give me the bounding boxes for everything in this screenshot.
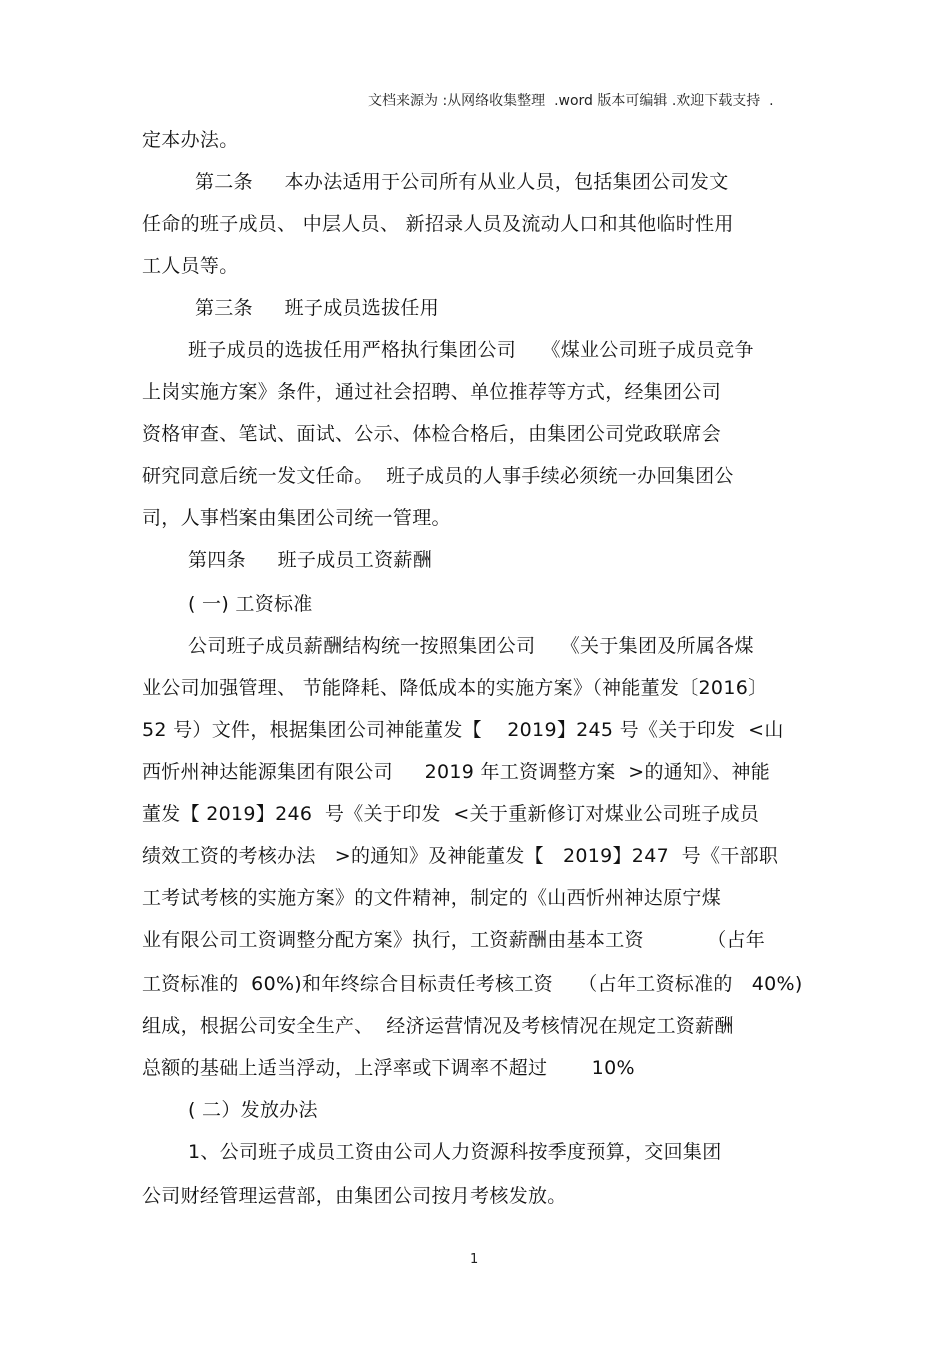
text-line-11: 第四条 班子成员工资薪酬 <box>188 549 432 571</box>
text-line-24: ( 二）发放办法 <box>188 1099 318 1121</box>
text-line-22: 组成，根据公司安全生产、 经济运营情况及考核情况在规定工资薪酬 <box>142 1015 734 1037</box>
text-line-3: 任命的班子成员、 中层人员、 新招录人员及流动人口和其他临时性用 <box>142 213 734 235</box>
text-line-16: 西忻州神达能源集团有限公司 2019 年工资调整方案 >的通知》、神能 <box>142 761 771 783</box>
text-line-6: 班子成员的选拔任用严格执行集团公司 《煤业公司班子成员竞争 <box>188 339 754 361</box>
text-line-23: 总额的基础上适当浮动，上浮率或下调率不超过 10% <box>142 1057 635 1079</box>
text-line-9: 研究同意后统一发文任命。 班子成员的人事手续必须统一办回集团公 <box>142 465 734 487</box>
text-line-25: 1、公司班子成员工资由公司人力资源科按季度预算，交回集团 <box>188 1141 722 1163</box>
text-line-18: 绩效工资的考核办法 >的通知》及神能董发【 2019】247 号《干部职 <box>142 845 779 867</box>
text-line-19: 工考试考核的实施方案》的文件精神，制定的《山西忻州神达原宁煤 <box>142 887 722 909</box>
text-line-5: 第三条 班子成员选拔任用 <box>195 297 439 319</box>
text-line-13: 公司班子成员薪酬结构统一按照集团公司 《关于集团及所属各煤 <box>188 635 754 657</box>
text-line-7: 上岗实施方案》条件，通过社会招聘、单位推荐等方式，经集团公司 <box>142 381 722 403</box>
page-number: 1 <box>470 1252 479 1267</box>
text-line-17: 董发【 2019】246 号《关于印发 <关于重新修订对煤业公司班子成员 <box>142 803 760 825</box>
text-line-12: ( 一) 工资标准 <box>188 593 313 615</box>
text-line-15: 52 号）文件，根据集团公司神能董发【 2019】245 号《关于印发 <山 <box>142 719 784 741</box>
text-line-2: 第二条 本办法适用于公司所有从业人员，包括集团公司发文 <box>195 171 729 193</box>
document-source-header: 文档来源为 :从网络收集整理 .word 版本可编辑 .欢迎下载支持 . <box>368 93 774 109</box>
text-line-10: 司，人事档案由集团公司统一管理。 <box>142 507 451 529</box>
text-line-14: 业公司加强管理、 节能降耗、降低成本的实施方案》（神能董发〔2016〕 <box>142 677 768 699</box>
text-line-20: 业有限公司工资调整分配方案》执行，工资薪酬由基本工资 （占年 <box>142 929 766 951</box>
text-line-4: 工人员等。 <box>142 255 239 277</box>
text-line-26: 公司财经管理运营部，由集团公司按月考核发放。 <box>142 1185 567 1207</box>
text-line-21: 工资标准的 60%)和年终综合目标责任考核工资 （占年工资标准的 40%) <box>142 973 803 995</box>
text-line-1: 定本办法。 <box>142 129 239 151</box>
text-line-8: 资格审查、笔试、面试、公示、体检合格后，由集团公司党政联席会 <box>142 423 722 445</box>
